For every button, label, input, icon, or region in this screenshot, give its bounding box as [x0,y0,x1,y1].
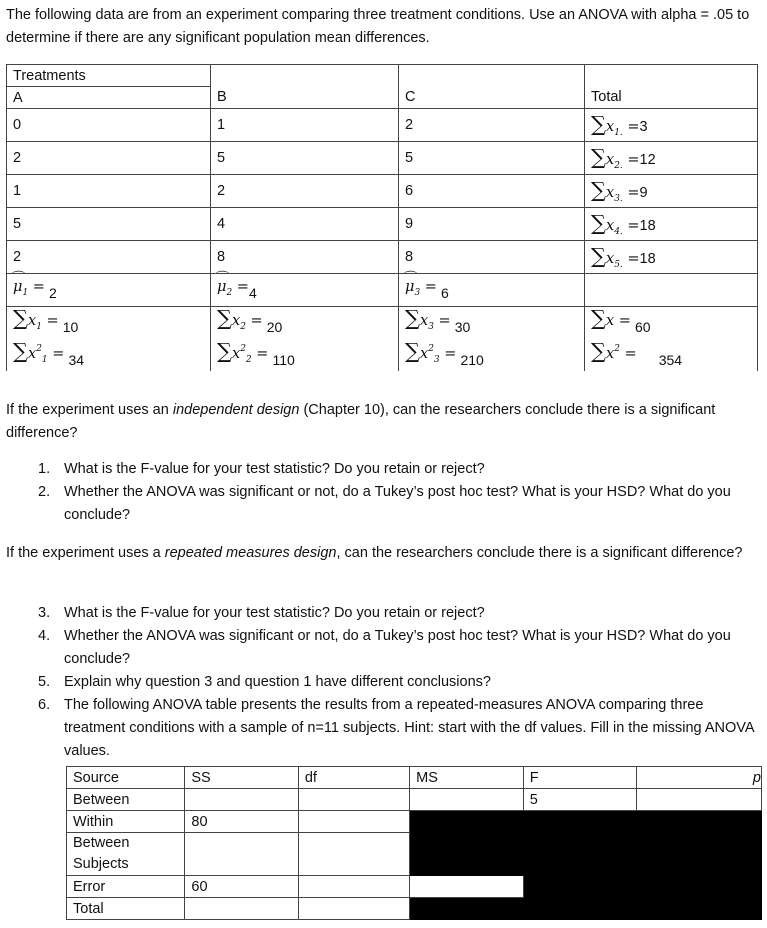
anova-ms-cell [410,833,524,876]
anova-f-cell [523,876,636,898]
question-number: 2. [38,484,51,500]
anova-df-cell[interactable] [298,833,409,876]
anova-header-f: F [523,767,636,789]
data-row [7,109,758,142]
cell-total: $\sum x_{2.} =12$ [585,142,758,175]
intro-paragraph: The following data are from an experiment comparing three treatment conditions. Use an ANOVA with alpha = .05 to determine if there are any significant population mean differences. [6,7,750,46]
anova-f-cell: 5 [523,789,636,811]
question-text: Whether the ANOVA was significant or not, do a Tukey’s post hoc test? What is your HSD? What do you conclude? [64,628,731,667]
cell-c: 9 [399,208,585,241]
independent-prompt: If the experiment uses an independent design (Chapter 10), can the researchers conclude there is a significant difference? [6,402,716,441]
question-text: Whether the ANOVA was significant or not, do a Tukey’s post hoc test? What is your HSD? What do you conclude? [64,484,731,523]
cell-b: 8 [211,241,399,274]
question-text: What is the F-value for your test statistic? Do you retain or reject? [64,605,485,621]
anova-ms-cell [410,811,524,833]
anova-ms-cell [410,898,524,920]
question-item [6,602,764,625]
anova-header-df: df [298,767,409,789]
anova-p-cell [636,811,761,833]
anova-row [67,898,762,920]
cell-c: 8 [399,241,585,274]
anova-f-cell [523,833,636,876]
anova-row [67,789,762,811]
anova-row [67,876,762,898]
anova-df-cell[interactable] [298,876,409,898]
questions-independent [6,458,764,527]
cell-b: 5 [211,142,399,175]
anova-row [67,833,762,876]
cell-c: 5 [399,142,585,175]
anova-ss-cell: 60 [185,876,298,898]
question-item [6,694,764,763]
cell-b: 1 [211,109,399,142]
data-row [7,208,758,241]
question-number: 4. [38,628,51,644]
sum-total: ∑x = 60 [585,307,758,340]
anova-ss-cell[interactable] [185,898,298,920]
anova-f-cell [523,811,636,833]
mean-b: ⌒ $\mu_2 =4$ [211,274,399,307]
mean-a: ⌒ $\mu_1 = 2$ [7,274,211,307]
anova-header-source: Source [67,767,185,789]
anova-p-cell [636,876,761,898]
anova-row [67,811,762,833]
anova-header-p: p [636,767,761,789]
anova-ss-cell: 80 [185,811,298,833]
data-row [7,142,758,175]
cell-a: 2 [7,241,211,274]
sumsq-b: $\sum x^2_2 = 110$ [211,339,399,371]
cell-total: $\sum x_{3.} =9$ [585,175,758,208]
anova-source: Between [67,789,185,811]
question-item [6,458,764,481]
anova-ms-cell[interactable] [410,789,524,811]
anova-ss-cell[interactable] [185,833,298,876]
sum-b: $\sum x_2 = 20$ [211,307,399,340]
question-text: The following ANOVA table presents the results from a repeated-measures ANOVA comparing three treatment conditions with a sample of n=11 subjects. Hint: start with the df values. Fill in the missing ANOVA values. [64,697,754,759]
cell-b: 2 [211,175,399,208]
cell-total: $\sum x_{1.} =3$ [585,109,758,142]
anova-header-ss: SS [185,767,298,789]
data-row [7,241,758,274]
anova-df-cell[interactable] [298,811,409,833]
treatments-label: Treatments [7,65,211,87]
anova-source: Between Subjects [67,833,185,876]
anova-p-cell [636,898,761,920]
anova-df-cell[interactable] [298,789,409,811]
anova-source: Error [67,876,185,898]
cell-c: 2 [399,109,585,142]
anova-df-cell[interactable] [298,898,409,920]
header-a: A [7,87,211,109]
question-text: Explain why question 3 and question 1 have different conclusions? [64,674,491,690]
question-text: What is the F-value for your test statistic? Do you retain or reject? [64,461,485,477]
cell-total: $\sum x_{4.} =18$ [585,208,758,241]
anova-source: Within [67,811,185,833]
question-number: 5. [38,674,51,690]
questions-repeated [6,602,764,763]
cell-a: 5 [7,208,211,241]
question-number: 3. [38,605,51,621]
cell-a: 0 [7,109,211,142]
anova-p-cell[interactable] [636,789,761,811]
anova-ss-cell[interactable] [185,789,298,811]
cell-c: 6 [399,175,585,208]
cell-total: $\sum x_{5.} =18$ [585,241,758,274]
anova-source: Total [67,898,185,920]
anova-table [66,766,762,920]
repeated-prompt: If the experiment uses a repeated measures design, can the researchers conclude there is a significant difference? [6,545,743,561]
question-number: 1. [38,461,51,477]
anova-p-cell [636,833,761,876]
sum-c: $\sum x_3 = 30$ [399,307,585,340]
question-item [6,481,764,527]
question-item [6,671,764,694]
mean-c: ⌒ $\mu_3 = 6$ [399,274,585,307]
anova-ms-cell[interactable] [410,876,524,898]
cell-a: 2 [7,142,211,175]
sumsq-c: $\sum x^2_3 = 210$ [399,339,585,371]
cell-a: 1 [7,175,211,208]
header-c: C [399,87,585,109]
anova-header-ms: MS [410,767,524,789]
anova-f-cell [523,898,636,920]
header-b: B [211,87,399,109]
sumsq-a: $\sum x^2_1 = 34$ [7,339,211,371]
sum-a: $\sum x_1 = 10$ [7,307,211,340]
question-number: 6. [38,697,51,713]
question-item [6,625,764,671]
data-table [6,64,758,371]
data-row [7,175,758,208]
cell-b: 4 [211,208,399,241]
header-total: Total [585,87,758,109]
sumsq-total: $\sum x^2 = 354$ [585,339,758,371]
